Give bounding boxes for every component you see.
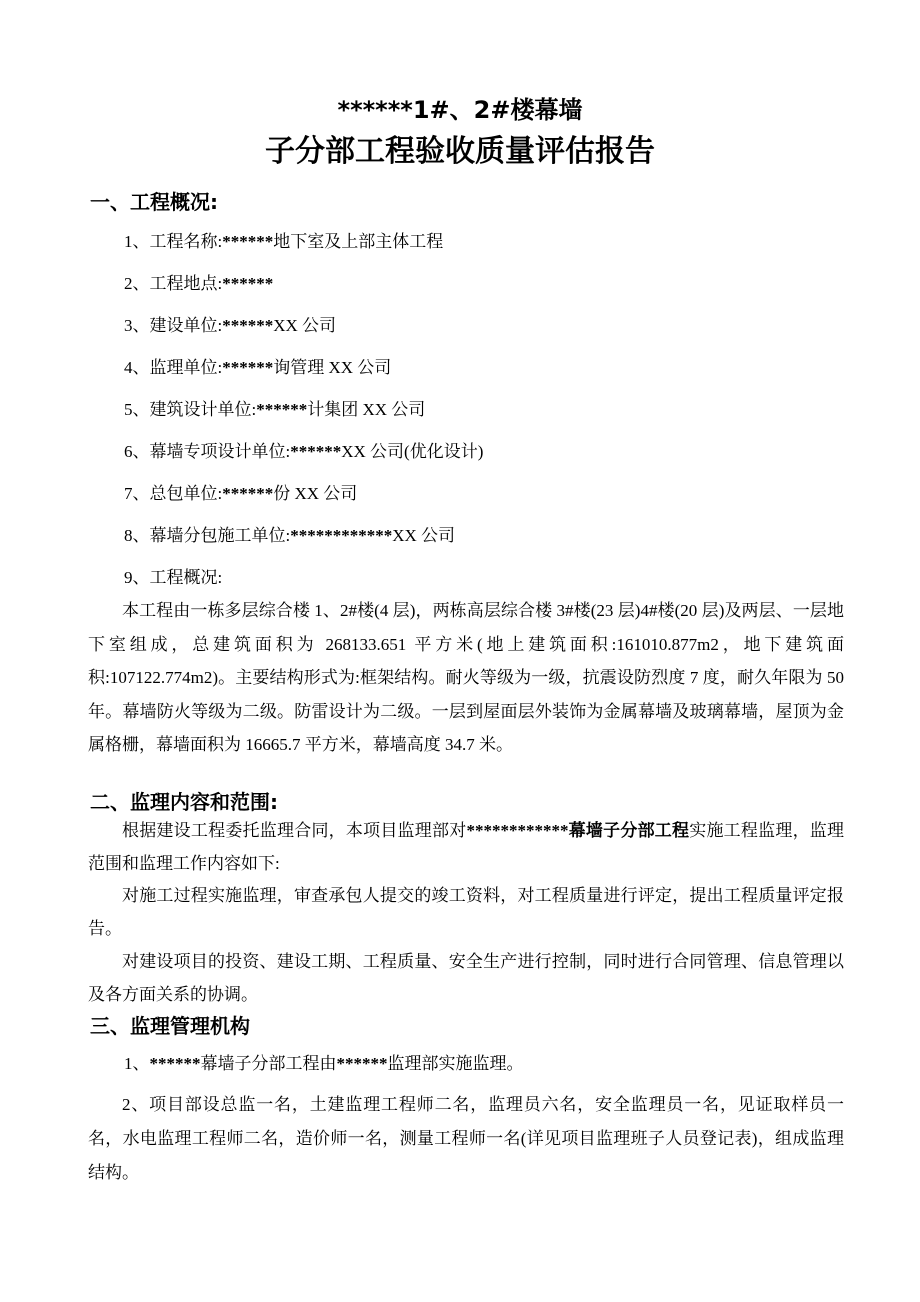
list-item: 3、建设单位:******XX 公司	[124, 316, 337, 335]
list-item: 2、工程地点:******	[124, 274, 274, 293]
list-item: 6、幕墙专项设计单位:******XX 公司(优化设计)	[124, 442, 484, 461]
organization-item-2: 2、项目部设总监一名，土建监理工程师二名，监理员六名，安全监理员一名，见证取样员一名，水电监理工程师二名，造价师一名，测量工程师一名(详见项目监理班子人员登记表)，组成监理结构。	[88, 1095, 844, 1182]
section1-heading: 一、工程概况:	[90, 190, 218, 214]
list-item: 7、总包单位:******份 XX 公司	[124, 484, 358, 503]
list-item: 1、工程名称:******地下室及上部主体工程	[124, 232, 444, 251]
report-title-line2: 子分部工程验收质量评估报告	[265, 134, 655, 169]
supervision-control-paragraph: 对建设项目的投资、建设工期、工程质量、安全生产进行控制，同时进行合同管理、信息管理以及各方面关系的协调。	[88, 952, 844, 1004]
section3-heading: 三、监理管理机构	[90, 1014, 250, 1038]
organization-item-1: 1、******幕墙子分部工程由******监理部实施监理。	[124, 1054, 524, 1073]
project-overview-paragraph: 本工程由一栋多层综合楼 1、2#楼(4 层)，两栋高层综合楼 3#楼(23 层)4#楼(20 层)及两层、一层地下室组成，总建筑面积为 268133.651 平方米(地上建筑面积:161010.877m2，地下建筑面积:107122.774m2)。主要结构形式为:框架结构。耐火等级为一级，抗震设防烈度 7 度，耐久年限为 50 年。幕墙防火等级为二级。防雷设计为二级。一层到屋面层外装饰为金属幕墙及玻璃幕墙，屋顶为金属格栅，幕墙面积为 16665.7 平方米，幕墙高度 34.7 米。	[88, 601, 844, 754]
report-title-line1: ******1#、2#楼幕墙	[337, 96, 583, 124]
list-item: 5、建筑设计单位:******计集团 XX 公司	[124, 400, 426, 419]
list-item: 4、监理单位:******询管理 XX 公司	[124, 358, 392, 377]
section2-heading: 二、监理内容和范围:	[90, 790, 278, 814]
supervision-content-paragraph: 对施工过程实施监理，审查承包人提交的竣工资料，对工程质量进行评定，提出工程质量评定报告。	[88, 886, 844, 938]
supervision-scope-paragraph: 根据建设工程委托监理合同，本项目监理部对************幕墙子分部工程实施工程监理，监理范围和监理工作内容如下:	[88, 821, 845, 873]
list-item: 8、幕墙分包施工单位:************XX 公司	[124, 526, 456, 545]
list-item: 9、工程概况:	[124, 568, 223, 587]
